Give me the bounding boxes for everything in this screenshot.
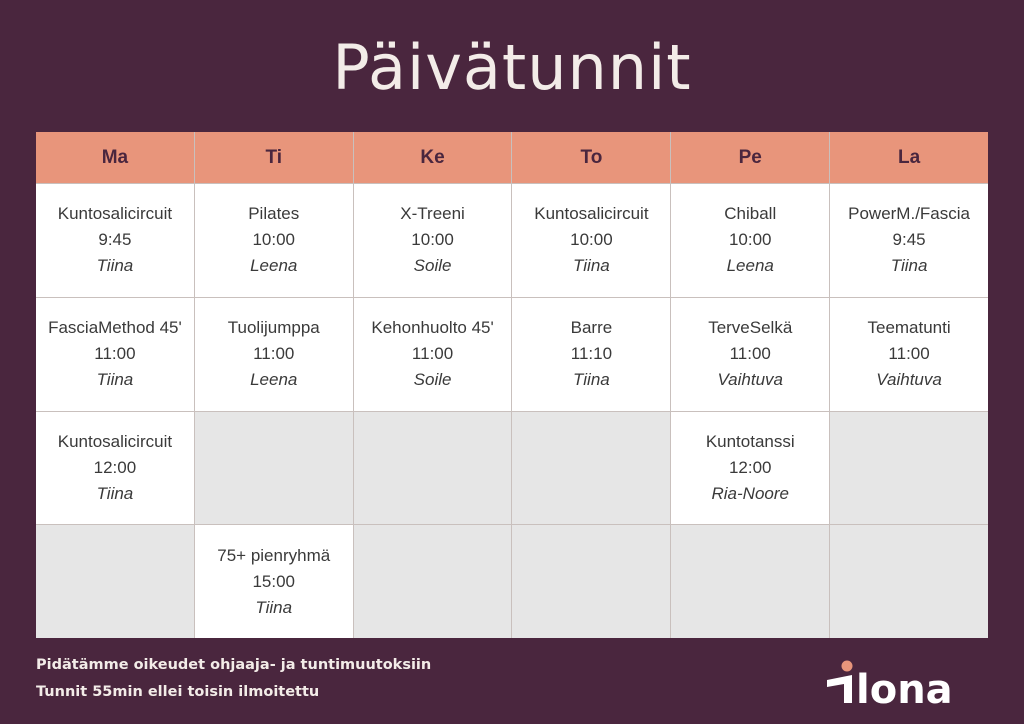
class-slot [36,184,194,297]
class-teacher: Tiina [573,256,610,276]
class-teacher: Tiina [890,256,928,276]
empty-slot [671,525,829,638]
class-time: 15:00 [252,571,296,591]
page-title: Päivätunnit [332,31,692,104]
class-name: Kuntosalicircuit [57,204,173,224]
class-teacher: Leena [250,256,298,276]
class-teacher: Tiina [96,256,134,276]
logo-dot [842,661,853,672]
class-slot [36,412,194,525]
class-teacher: Ria-Noore [711,483,789,503]
class-teacher: Leena [250,370,298,390]
class-slot [671,298,829,411]
class-teacher: Vaihtuva [876,370,942,390]
class-name: Kuntosalicircuit [534,204,649,224]
class-time: 10:00 [570,230,613,250]
class-slot [512,184,670,297]
class-time: 11:00 [253,344,295,364]
empty-slot [512,412,670,525]
class-teacher: Tiina [573,370,610,390]
class-time: 11:00 [888,344,930,364]
day-header: Ke [354,132,512,183]
class-slot [36,298,194,411]
class-slot [671,412,829,525]
class-time: 9:45 [892,230,926,250]
class-slot [671,184,829,297]
class-name: Chiball [724,204,777,224]
class-time: 10:00 [411,230,454,250]
class-slot [354,184,512,297]
class-slot [830,298,988,411]
class-time: 10:00 [728,230,772,250]
footer-note-changes: Pidätämme oikeudet ohjaaja- ja tuntimuutoksiin [36,657,432,673]
day-header: Pe [671,132,829,183]
class-time: 10:00 [252,230,296,250]
class-time: 12:00 [728,457,772,477]
class-name: Tuolijumppa [227,318,320,338]
class-teacher: Soile [413,256,452,276]
class-name: TerveSelkä [708,318,793,338]
logo-i-shape [827,675,852,703]
logo-wordmark: lona [856,667,953,710]
class-name: Teematunti [867,318,951,338]
class-time: 11:00 [94,344,136,364]
class-slot [195,525,353,638]
class-teacher: Leena [726,256,774,276]
class-slot [354,298,512,411]
class-name: Kehonhuolto 45' [371,318,494,338]
empty-slot [830,412,988,525]
class-name: Kuntotanssi [705,431,795,451]
class-slot [512,298,670,411]
class-name: Pilates [248,204,300,224]
footer-notes [36,652,431,706]
day-header: La [830,132,988,183]
empty-slot [354,412,512,525]
empty-slot [512,525,670,638]
class-time: 9:45 [98,230,132,250]
class-slot [195,298,353,411]
timetable [36,132,988,638]
class-teacher: Tiina [255,597,293,617]
class-teacher: Vaihtuva [717,370,783,390]
class-name: Kuntosalicircuit [57,431,173,451]
empty-slot [36,525,194,638]
day-header: Ma [36,132,194,183]
class-time: 11:00 [729,344,771,364]
footer-note-duration: Tunnit 55min ellei toisin ilmoitettu [36,684,320,700]
day-header: To [512,132,670,183]
class-name: X-Treeni [400,204,465,224]
class-name: 75+ pienryhmä [217,545,331,565]
class-name: Barre [570,318,613,338]
class-slot [195,184,353,297]
class-teacher: Tiina [96,483,134,503]
class-slot [830,184,988,297]
class-name: PowerM./Fascia [848,204,970,224]
day-header: Ti [195,132,353,183]
empty-slot [354,525,512,638]
class-time: 11:10 [570,344,613,364]
class-name: FasciaMethod 45' [48,318,182,338]
class-time: 12:00 [93,457,137,477]
empty-slot [195,412,353,525]
ilona-logo [822,656,992,710]
class-time: 11:00 [411,344,454,364]
empty-slot [830,525,988,638]
class-teacher: Soile [413,370,452,390]
class-teacher: Tiina [96,370,134,390]
